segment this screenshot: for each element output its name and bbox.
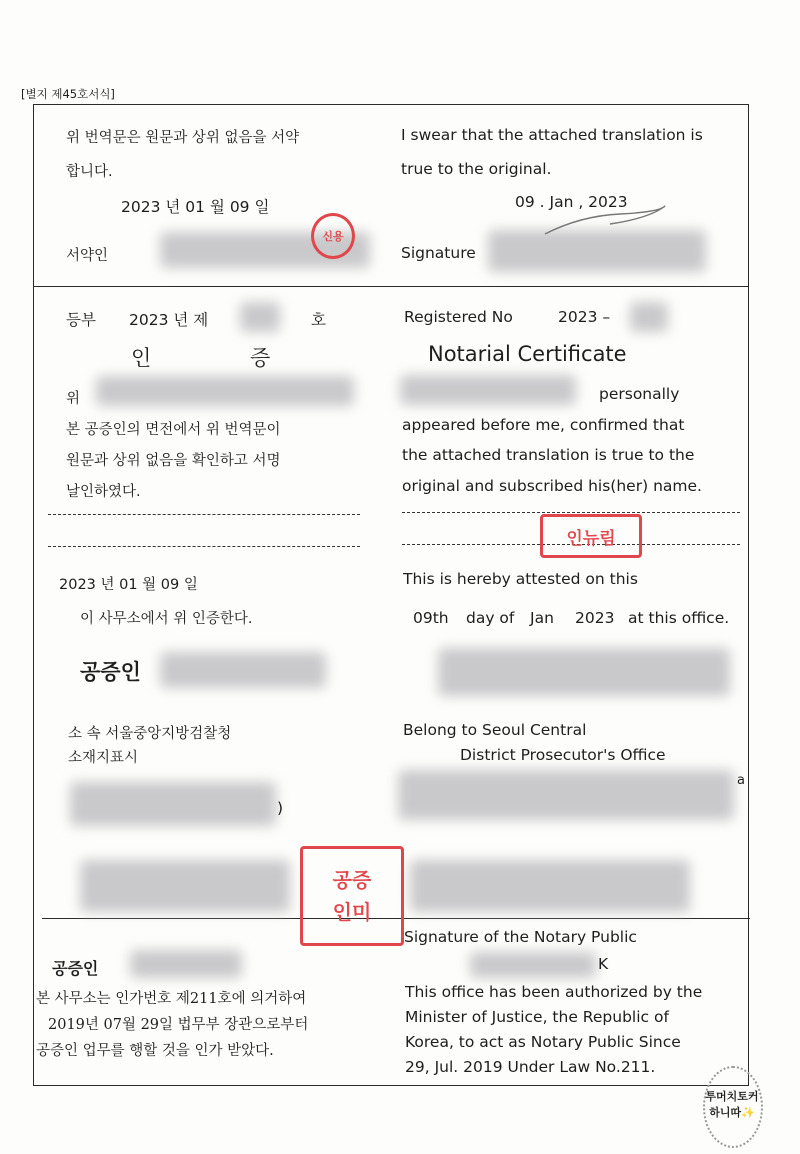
belong-en-2: District Prosecutor's Office: [460, 746, 666, 764]
ko-attest: 이 사무소에서 위 인증한다.: [80, 611, 253, 627]
ko-body-4: 날인하였다.: [66, 484, 141, 500]
footer-notary-ko-label: 공증인: [52, 959, 99, 978]
en-body-4: original and subscribed his(her) name.: [402, 477, 702, 495]
footer-sig-en-label: Signature of the Notary Public: [404, 928, 637, 946]
frame-left: [33, 104, 34, 1085]
belong-en-1: Belong to Seoul Central: [403, 721, 587, 739]
notary-ko-label: 공증인: [80, 660, 141, 684]
frame-right: [748, 104, 749, 1085]
oath-ko-signer-label: 서약인: [66, 248, 109, 264]
paren-close: ): [277, 799, 284, 817]
en-attest-1: This is hereby attested on this: [403, 570, 638, 588]
en-day-of: day of: [466, 609, 515, 627]
en-body-1: personally: [599, 385, 680, 403]
redacted-notary-en: [438, 648, 730, 696]
ko-body-3: 원문과 상위 없음을 확인하고 서명: [66, 453, 281, 469]
ko-date: 2023 년 01 월 09 일: [59, 577, 198, 593]
watermark-line2: 하니따: [709, 1106, 742, 1119]
ko-auth-3: 공증인 업무를 행할 것을 인가 받았다.: [36, 1043, 274, 1059]
title-ko-1: 인: [131, 346, 152, 370]
redacted-notary-name: [160, 652, 326, 688]
belong-ko-1: 소 속 서울중앙지방검찰청: [68, 726, 232, 742]
en-auth-1: This office has been authorized by the: [405, 983, 703, 1001]
en-day: 09th: [413, 609, 449, 627]
redacted-footer-sig: [470, 952, 596, 978]
ko-dash-1: [48, 514, 360, 515]
oath-divider: [33, 286, 749, 287]
frame-bottom: [33, 1085, 749, 1086]
en-year: 2023: [575, 609, 615, 627]
en-dash-1: [402, 512, 740, 513]
title-ko-2: 증: [250, 346, 271, 370]
oath-ko-date: 2023 년 01 월 09 일: [121, 198, 270, 216]
oath-ko-line2: 합니다.: [66, 164, 113, 180]
watermark-line2-wrap: [704, 1104, 760, 1120]
signature-scribble: [540, 196, 670, 240]
frame-top: [33, 104, 749, 105]
ko-body-2: 본 공증인의 면전에서 위 번역문이: [66, 422, 281, 438]
big-seal-top: 공증: [332, 868, 372, 892]
oath-en-line1: I swear that the attached translation is: [401, 126, 703, 144]
ko-auth-1: 본 사무소는 인가번호 제211호에 의거하여: [36, 991, 307, 1007]
sparkle-icon: ✨: [741, 1106, 755, 1119]
redacted-reg-ko: [240, 302, 280, 332]
redacted-en-applicant: [400, 375, 576, 405]
reg-en-value: 2023 –: [558, 308, 611, 326]
en-month: Jan: [530, 609, 554, 627]
oath-seal: 신용: [311, 213, 355, 259]
redacted-en-sign-stamp: [410, 860, 690, 912]
oath-ko-line1: 위 번역문은 원문과 상위 없음을 서약: [66, 130, 300, 146]
ko-dash-2: [48, 546, 360, 547]
en-auth-3: Korea, to act as Notary Public Since: [405, 1033, 681, 1051]
notary-big-seal: [300, 846, 404, 946]
title-en: Notarial Certificate: [428, 342, 627, 366]
mid-seal: 인뉴림: [540, 514, 642, 558]
en-auth-4: 29, Jul. 2019 Under Law No.211.: [405, 1058, 656, 1076]
redacted-reg-en: [630, 302, 668, 332]
en-body-2: appeared before me, confirmed that: [402, 416, 685, 434]
en-auth-2: Minister of Justice, the Republic of: [405, 1008, 669, 1026]
redacted-ko-address: [70, 782, 276, 826]
trail-char: a: [737, 773, 745, 788]
ko-body-1: 위: [66, 391, 81, 407]
en-office: at this office.: [628, 609, 730, 627]
form-label: [별지 제45호서식]: [21, 87, 115, 101]
reg-ko-suffix: 호: [311, 311, 326, 329]
watermark-line1: 투머치토커: [705, 1090, 759, 1103]
oath-en-date: 09 . Jan , 2023: [515, 193, 628, 211]
ko-auth-2: 2019년 07월 29일 법무부 장관으로부터: [48, 1017, 309, 1033]
reg-ko-label: 등부: [66, 311, 96, 329]
reg-ko-year: 2023 년 제: [129, 311, 209, 329]
redacted-ko-applicant: [96, 376, 354, 406]
redacted-en-address: [398, 770, 734, 820]
reg-en-label: Registered No: [404, 308, 513, 326]
belong-ko-2: 소재지표시: [68, 750, 139, 766]
footer-trail-char: K: [598, 955, 609, 973]
oath-en-signer-label: Signature: [401, 244, 476, 262]
redacted-footer-notary: [130, 950, 242, 978]
en-body-3: the attached translation is true to the: [402, 446, 695, 464]
big-seal-bottom: 인미: [332, 900, 372, 924]
oath-en-line2: true to the original.: [401, 160, 552, 178]
redacted-ko-sign-stamp: [80, 860, 290, 912]
